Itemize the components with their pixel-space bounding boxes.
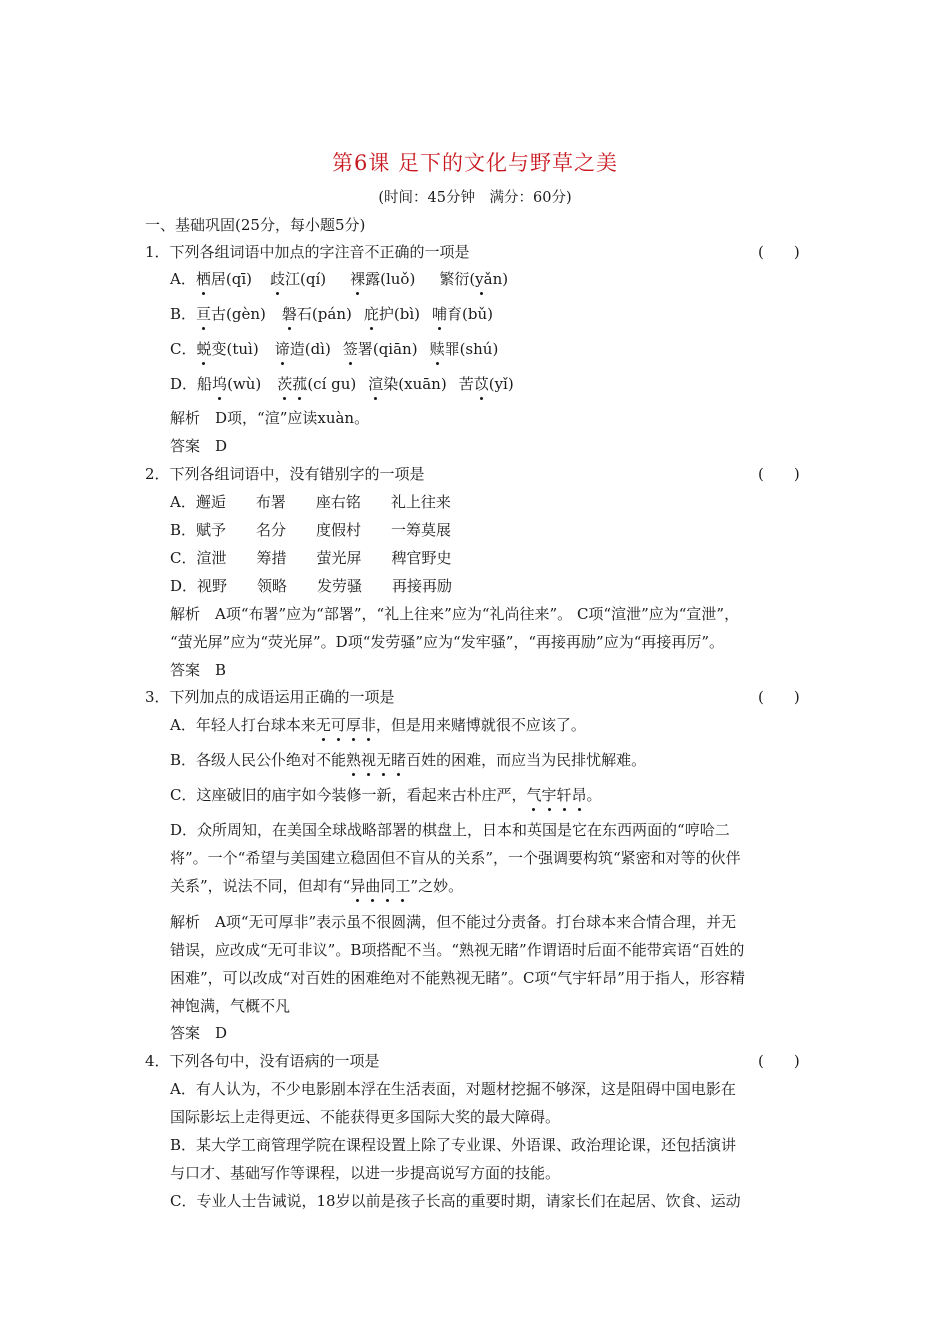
q2-option-d: D．视野 领略 发劳骚 再接再励 [170, 577, 453, 595]
q1-answer-blank: ( ) [758, 243, 800, 261]
q4-option-c-line1: C．专业人士告诫说，18岁以前是孩子长高的重要时期，请家长们在起居、饮食、运动 [170, 1192, 741, 1210]
q3-stem: 3．下列加点的成语运用正确的一项是 [145, 688, 395, 706]
q3-answer-blank: ( ) [758, 688, 800, 706]
q3-answer: 答案 D [170, 1024, 228, 1042]
q4-option-b-line2: 与口才、基础写作等课程，以进一步提高说写方面的技能。 [170, 1164, 561, 1182]
q3-analysis-line2: 错误，应改成“无可非议”。B项搭配不当。“熟视无睹”作谓语时后面不能带宾语“百姓的 [170, 941, 745, 959]
q2-analysis-line1: 解析 A项“布署”应为“部署”，“礼上往来”应为“礼尚往来”。 C项“渲泄”应为“宣泄”， [170, 605, 740, 623]
section-heading: 一、基础巩固(25分，每小题5分) [145, 216, 366, 234]
q3-option-d-line2: 将”。一个“希望与美国建立稳固但不盲从的关系”，一个强调要构筑“紧密和对等的伙伴 [170, 849, 741, 867]
q4-option-a-line2: 国际影坛上走得更远、不能获得更多国际大奖的最大障碍。 [170, 1108, 561, 1126]
q2-answer-blank: ( ) [758, 465, 800, 483]
q3-option-b: B．各级人民公仆绝对不能熟视无睹百姓的困难，而应当为民排忧解难。 [170, 751, 647, 769]
q4-answer-blank: ( ) [758, 1052, 800, 1070]
q4-option-a-line1: A．有人认为，不少电影剧本浮在生活表面，对题材挖掘不够深，这是阻碍中国电影在 [170, 1080, 736, 1098]
q4-stem: 4．下列各句中，没有语病的一项是 [145, 1052, 380, 1070]
q2-option-a: A．邂逅 布署 座右铭 礼上往来 [170, 493, 451, 511]
q3-option-a: A．年轻人打台球本来无可厚非，但是用来赌博就很不应该了。 [170, 716, 586, 734]
q1-answer: 答案 D [170, 437, 228, 455]
q1-stem: 1．下列各组词语中加点的字注音不正确的一项是 [145, 243, 470, 261]
q2-stem: 2．下列各组词语中，没有错别字的一项是 [145, 465, 425, 483]
q2-option-b: B．赋予 名分 度假村 一筹莫展 [170, 521, 452, 539]
q3-analysis-line1: 解析 A项“无可厚非”表示虽不很圆满，但不能过分责备。打台球本来合情合理，并无 [170, 913, 737, 931]
q3-option-d-line1: D．众所周知，在美国全球战略部署的棋盘上，日本和英国是它在东西两面的“哼哈二 [170, 821, 730, 839]
q3-analysis-line4: 神饱满，气概不凡 [170, 997, 291, 1015]
q2-option-c: C．渲泄 筹措 萤光屏 稗官野史 [170, 549, 452, 567]
q4-option-b-line1: B．某大学工商管理学院在课程设置上除了专业课、外语课、政治理论课，还包括演讲 [170, 1136, 737, 1154]
q2-answer: 答案 B [170, 661, 227, 679]
q3-analysis-line3: 困难”，可以改成“对百姓的困难绝对不能熟视无睹”。C项“气宇轩昂”用于指人，形容精 [170, 969, 745, 987]
q1-analysis: 解析 D项，“渲”应读xuàn。 [170, 409, 370, 427]
q1-option-d: D．船坞(wù) 茨菰(cí gu) 渲染(xuān) 苦苡(yǐ) [170, 375, 514, 393]
q1-option-a: A．栖居(qī) 歧江(qí) 裸露(luǒ) 繁衍(yǎn) [170, 270, 509, 288]
q1-option-b: B．亘古(gèn) 磐石(pán) 庇护(bì) 哺育(bǔ) [170, 305, 493, 323]
q3-option-c: C．这座破旧的庙宇如今装修一新，看起来古朴庄严，气宇轩昂。 [170, 786, 602, 804]
q2-analysis-line2: “萤光屏”应为“荧光屏”。D项“发劳骚”应为“发牢骚”，“再接再励”应为“再接再厉”。 [170, 633, 725, 651]
page-title: 第6课 足下的文化与野草之美 [331, 151, 619, 175]
q3-option-d-line3: 关系”，说法不同，但却有“异曲同工”之妙。 [170, 877, 464, 895]
q1-option-c: C．蜕变(tuì) 谛造(dì) 签署(qiān) 赎罪(shú) [170, 340, 499, 358]
page-subtitle: (时间：45分钟 满分：60分) [378, 190, 572, 206]
